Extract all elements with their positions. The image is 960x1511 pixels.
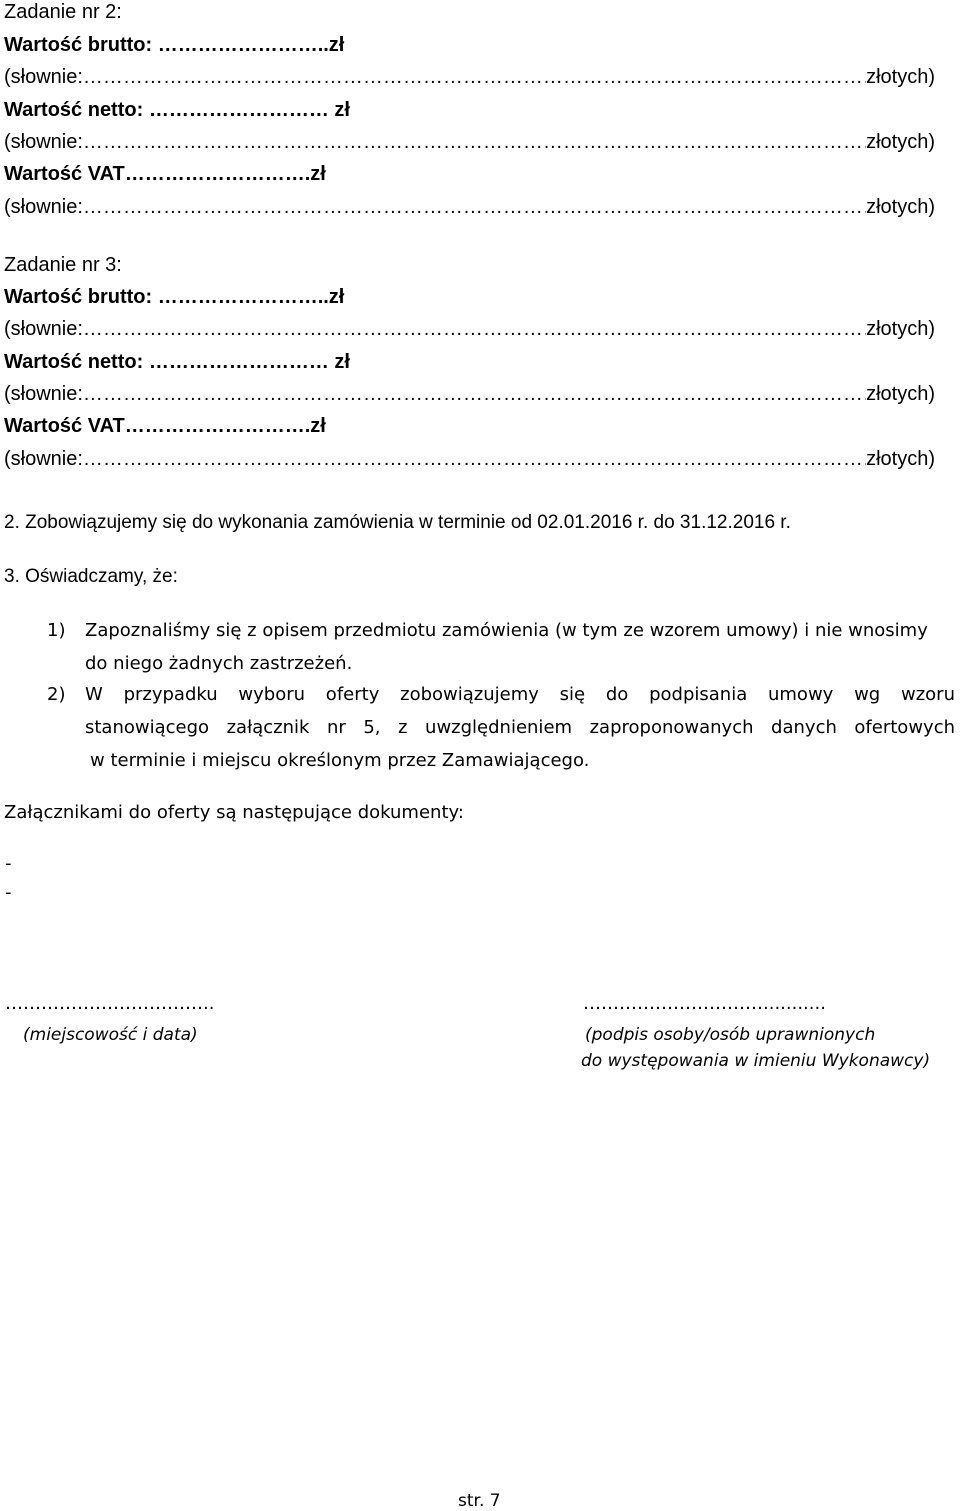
attachments-heading: Załącznikami do oferty są następujące dokumenty: [4,802,464,823]
task3-brutto: Wartość brutto: ……………………..zł [4,286,345,308]
section3-heading: 3. Oświadczamy, że: [4,566,178,587]
task2-brutto-slownie: (słownie: …………………………………………………………………………………………………………………………………………………………………………………………………………………… złotych) [4,67,935,87]
task2-heading: Zadanie nr 2: [4,1,122,23]
task3-vat: Wartość VAT……………………….zł [4,415,326,437]
statement-2-line-1: W przypadku wyboru oferty zobowiązujemy się do podpisania umowy wg wzoru [85,684,955,705]
signature-label-line-1: (podpis osoby/osób uprawnionych [585,1025,876,1045]
statement-2-number: 2) [47,684,66,705]
task3-heading: Zadanie nr 3: [4,254,122,276]
statement-2-line-3: w terminie i miejscu określonym przez Zamawiającego. [90,750,590,771]
task2-netto: Wartość netto: ……………………… zł [4,99,350,121]
statement-1-line-1: Zapoznaliśmy się z opisem przedmiotu zamówienia (w tym ze wzorem umowy) i nie wnosimy [85,620,928,641]
task2-brutto: Wartość brutto: ……………………..zł [4,34,345,56]
statement-2-line-2: stanowiącego załącznik nr 5, z uwzględnieniem zaproponowanych danych ofertowych [85,717,955,738]
task3-netto-slownie: (słownie: …………………………………………………………………………………………………………………………………………………………………………………………………………………… złotych) [4,384,935,404]
task2-vat-slownie: (słownie: …………………………………………………………………………………………………………………………………………………………………………………………………………………… złotych) [4,197,935,217]
statement-1-line-2: do niego żadnych zastrzeżeń. [85,653,353,674]
attachment-item: - [5,882,12,903]
task3-brutto-slownie: (słownie: …………………………………………………………………………………………………………………………………………………………………………………………………………………… złotych) [4,319,935,339]
statement-1-number: 1) [47,620,66,641]
task3-netto: Wartość netto: ……………………… zł [4,351,350,373]
section2-term: 2. Zobowiązujemy się do wykonania zamówienia w terminie od 02.01.2016 r. do 31.12.2016 r. [4,512,791,533]
task3-vat-slownie: (słownie: …………………………………………………………………………………………………………………………………………………………………………………………………………………… złotych) [4,449,935,469]
task2-netto-slownie: (słownie: …………………………………………………………………………………………………………………………………………………………………………………………………………………… złotych) [4,132,935,152]
signature-label-line-2: do występowania w imieniu Wykonawcy) [581,1051,931,1071]
task2-vat: Wartość VAT……………………….zł [4,163,326,185]
attachment-item: - [5,853,12,874]
place-date-line: …………………………….. [5,993,215,1014]
place-date-label: (miejscowość i data) [23,1025,198,1045]
signature-line: …………………………........... [583,993,826,1014]
page-number: str. 7 [458,1491,501,1511]
